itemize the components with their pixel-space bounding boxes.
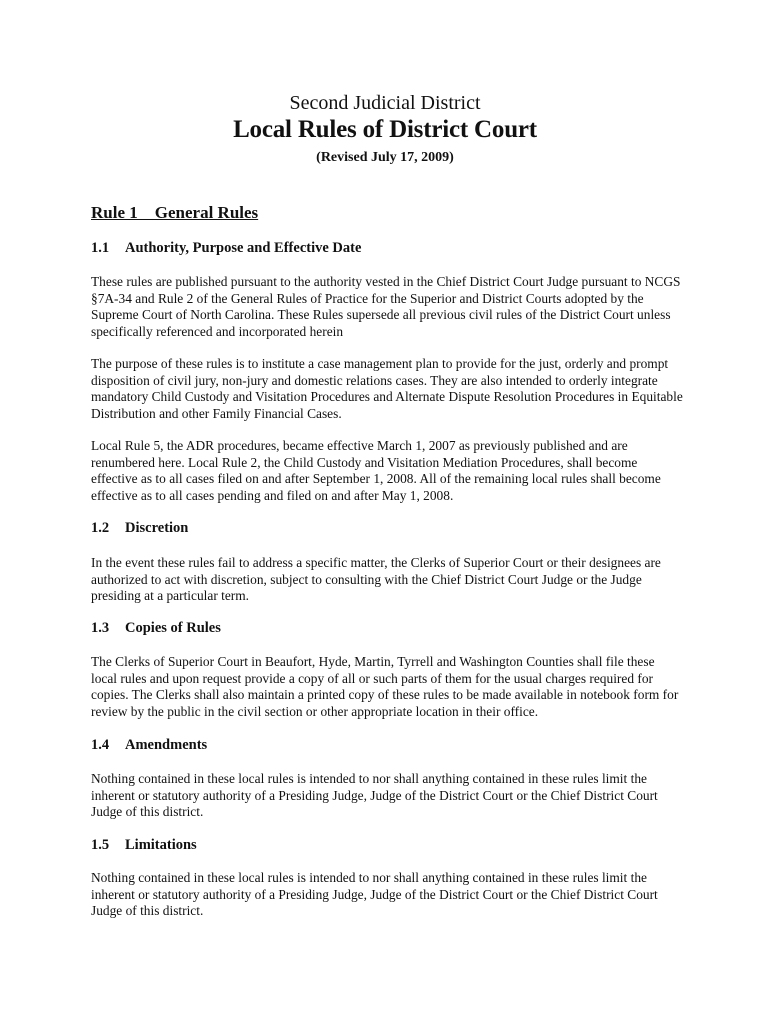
paragraph-effective-date: Local Rule 5, the ADR procedures, became effective March 1, 2007 as previously published and are renumbered here. Local Rule 2, the Child Custody and Visitation Mediation Procedures, shall become effective as to all cases filed on and after September 1, 2008. All of the remaining local rules shall become effective as to all cases pending and filed on and after May 1, 2008. [91,438,661,503]
section-number: 1.5 [91,837,110,853]
paragraph-authority: These rules are published pursuant to the authority vested in the Chief District Court Judge pursuant to NCGS §7A-34 and Rule 2 of the General Rules of Practice for the Superior and District Courts adopted by the Supreme Court of North Carolina. These Rules supersede all previous civil rules of the District Court unless specifically referenced and incorporated herein [91,274,681,339]
section-heading-1-3 [91,620,221,637]
document-title: Local Rules of District Court [233,116,537,143]
section-title: Discretion [125,520,189,536]
rule-heading: Rule 1 General Rules [91,203,259,222]
section-heading-1-1 [91,240,361,257]
paragraph-amendments: Nothing contained in these local rules is intended to nor shall anything contained in these rules limit the inherent or statutory authority of a Presiding Judge, Judge of the District Court or the Chief District Court Judge of this district. [91,771,658,820]
section-number: 1.2 [91,520,110,536]
section-heading-1-4 [91,737,207,754]
paragraph-purpose: The purpose of these rules is to institute a case management plan to provide for the just, orderly and prompt disposition of civil jury, non-jury and domestic relations cases. They are also intended to orderly integrate mandatory Child Custody and Visitation Procedures and Alternate Dispute Resolution Procedures in Equitable Distribution and other Family Financial Cases. [91,356,683,421]
section-number: 1.4 [91,737,110,753]
section-title: Copies of Rules [125,620,221,636]
section-number: 1.1 [91,240,110,256]
section-title: Amendments [125,737,208,753]
section-title: Limitations [125,837,197,853]
section-heading-1-5 [91,837,197,854]
section-number: 1.3 [91,620,110,636]
paragraph-discretion: In the event these rules fail to address a specific matter, the Clerks of Superior Court or their designees are authorized to act with discretion, subject to consulting with the Chief District Court Judge or the Judge presiding at a particular term. [91,555,661,604]
section-heading-1-2 [91,520,188,537]
section-title: Authority, Purpose and Effective Date [125,240,362,256]
paragraph-copies: The Clerks of Superior Court in Beaufort, Hyde, Martin, Tyrrell and Washington Counties shall file these local rules and upon request provide a copy of all or such parts of them for the usual charges required for copies. The Clerks shall also maintain a printed copy of these rules to be made available in notebook form for review by the public in the civil section or other appropriate location in their office. [91,654,679,719]
revision-date: (Revised July 17, 2009) [316,150,454,165]
paragraph-limitations: Nothing contained in these local rules is intended to nor shall anything contained in these rules limit the inherent or statutory authority of a Presiding Judge, Judge of the District Court or the Chief District Court Judge of this district. [91,870,658,919]
district-name: Second Judicial District [289,92,481,114]
